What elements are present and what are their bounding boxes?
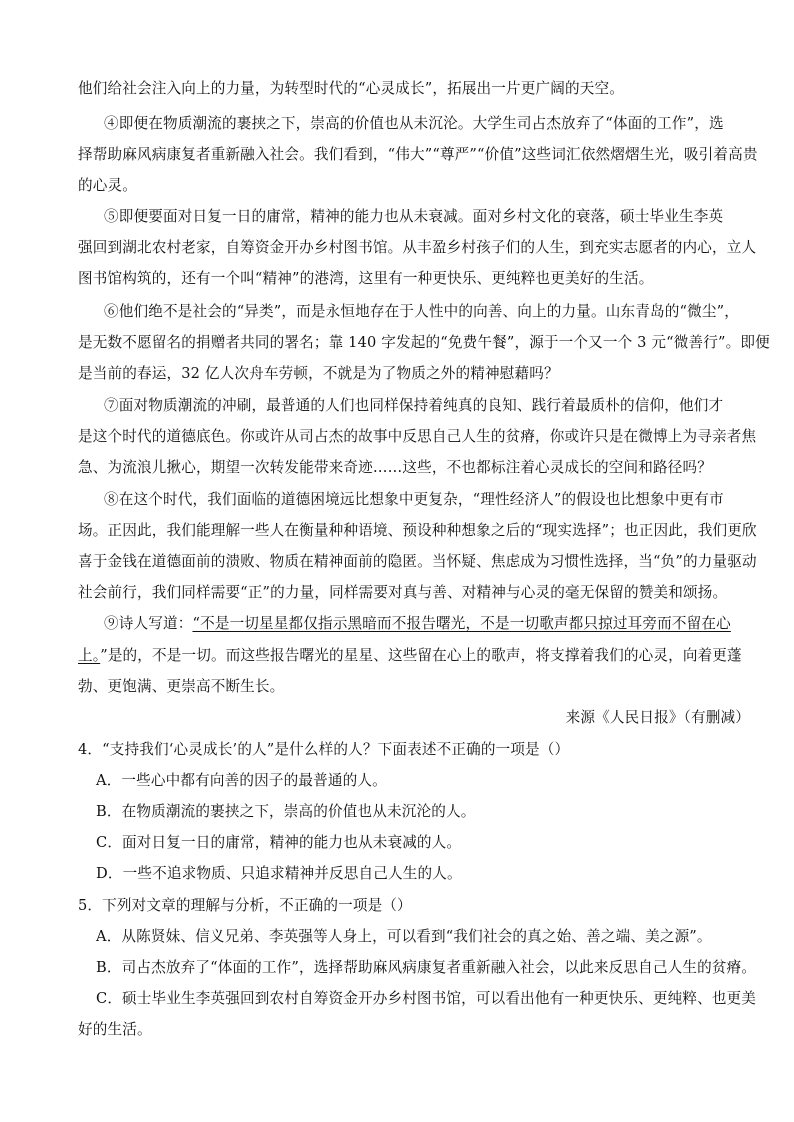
question-4-option-c: C．面对日复一日的庸常，精神的能力也从未衰减的人。 — [96, 834, 462, 851]
paragraph-4-line: 择帮助麻风病康复者重新融入社会。我们看到，“伟大”“尊严”“价值”这些词汇依然熠熠生光，吸引着高贵 — [78, 146, 758, 163]
paragraph-9-line — [78, 646, 750, 666]
question-5-option-c-continued: 好的生活。 — [78, 1021, 152, 1038]
question-4-option-d: D．一些不追求物质、只追求精神并反思自己人生的人。 — [96, 865, 462, 882]
question-4-stem: 4．“支持我们‘心灵成长’的人”是什么样的人？下面表述不正确的一项是（） — [78, 741, 570, 758]
paragraph-7-line: 是这个时代的道德底色。你或许从司占杰的故事中反思自己人生的贫瘠，你或许只是在微博上为寻亲者焦 — [78, 428, 757, 445]
paragraph-4-line: ④即便在物质潮流的裹挟之下，崇高的价值也从未沉沦。大学生司占杰放弃了“体面的工作”，选 — [104, 115, 724, 132]
paragraph-5-line: 图书馆构筑的，还有一个叫“精神”的港湾，这里有一种更快乐、更纯粹也更美好的生活。 — [78, 270, 654, 287]
paragraph-9-line — [104, 614, 750, 634]
paragraph-6-line: 是当前的春运，32 亿人次舟车劳顿，不就是为了物质之外的精神慰藉吗？ — [78, 365, 559, 382]
paragraph-8-line: 场。正因此，我们能理解一些人在衡量种种语境、预设种种想象之后的“现实选择”；也正因此，我们更欣 — [78, 522, 757, 539]
passage-line: 他们给社会注入向上的力量，为转型时代的“心灵成长”，拓展出一片更广阔的天空。 — [78, 80, 624, 97]
question-5-stem: 5．下列对文章的理解与分析，不正确的一项是（） — [78, 897, 412, 914]
paragraph-5-line: 强回到湖北农村老家，自筹资金开办乡村图书馆。从丰盈乡村孩子们的人生，到充实志愿者的内心，立人 — [78, 239, 757, 256]
paragraph-6-line: ⑥他们绝不是社会的“异类”，而是永恒地存在于人性中的向善、向上的力量。山东青岛的“微尘”， — [104, 303, 739, 320]
paragraph-9-text: ”是的，不是一切。而这些报告曙光的星星、这些留在心上的歌声，将支撑着我们的心灵，向着更蓬 — [100, 647, 742, 664]
source-attribution: 来源《人民日报》（有删减） — [565, 709, 750, 726]
paragraph-9-prefix: ⑨诗人写道： — [104, 615, 193, 632]
question-5-option-b: B．司占杰放弃了“体面的工作”，选择帮助麻风病康复者重新融入社会，以此来反思自己人生的贫瘠。 — [96, 959, 757, 976]
paragraph-9-line: 勃、更饱满、更崇高不断生长。 — [78, 678, 285, 695]
question-4-option-b: B．在物质潮流的裹挟之下，崇高的价值也从未沉沦的人。 — [96, 803, 476, 820]
poem-quote-underlined: “不是一切星星都仅指示黑暗而不报告曙光，不是一切歌声都只掠过耳旁而不留在心 — [192, 615, 731, 632]
paragraph-7-line: ⑦面对物质潮流的冲刷，最普通的人们也同样保持着纯真的良知、践行着最质朴的信仰，他们才 — [104, 397, 724, 414]
paragraph-4-line: 的心灵。 — [78, 177, 137, 194]
poem-quote-underlined: 上。 — [78, 647, 101, 664]
paragraph-7-line: 急、为流浪儿揪心，期望一次转发能带来奇迹……这些，不也都标注着心灵成长的空间和路径吗？ — [78, 459, 712, 476]
paragraph-8-line: 喜于金钱在道德面前的溃败、物质在精神面前的隐匿。当怀疑、焦虑成为习惯性选择，当“负”的力量驱动 — [78, 553, 757, 570]
question-5-option-a: A．从陈贤妹、信义兄弟、李英强等人身上，可以看到“我们社会的真之始、善之端、美之源”。 — [96, 928, 712, 945]
paragraph-8-line: ⑧在这个时代，我们面临的道德困境远比想象中更复杂，“理性经济人”的假设也比想象中更有市 — [104, 491, 724, 508]
paragraph-5-line: ⑤即便要面对日复一日的庸常，精神的能力也从未衰减。面对乡村文化的衰落，硕士毕业生李英 — [104, 208, 724, 225]
question-4-option-a: A．一些心中都有向善的因子的最普通的人。 — [96, 772, 387, 789]
question-5-option-c: C．硕士毕业生李英强回到农村自筹资金开办乡村图书馆，可以看出他有一种更快乐、更纯粹、也更美 — [96, 990, 757, 1007]
paragraph-6-line: 是无数不愿留名的捐赠者共同的署名；靠 140 字发起的“免费午餐”，源于一个又一个 3 元“微善行”。即便 — [78, 334, 770, 351]
paragraph-8-line: 社会前行，我们同样需要“正”的力量，同样需要对真与善、对精神与心灵的毫无保留的赞美和颂扬。 — [78, 584, 728, 601]
